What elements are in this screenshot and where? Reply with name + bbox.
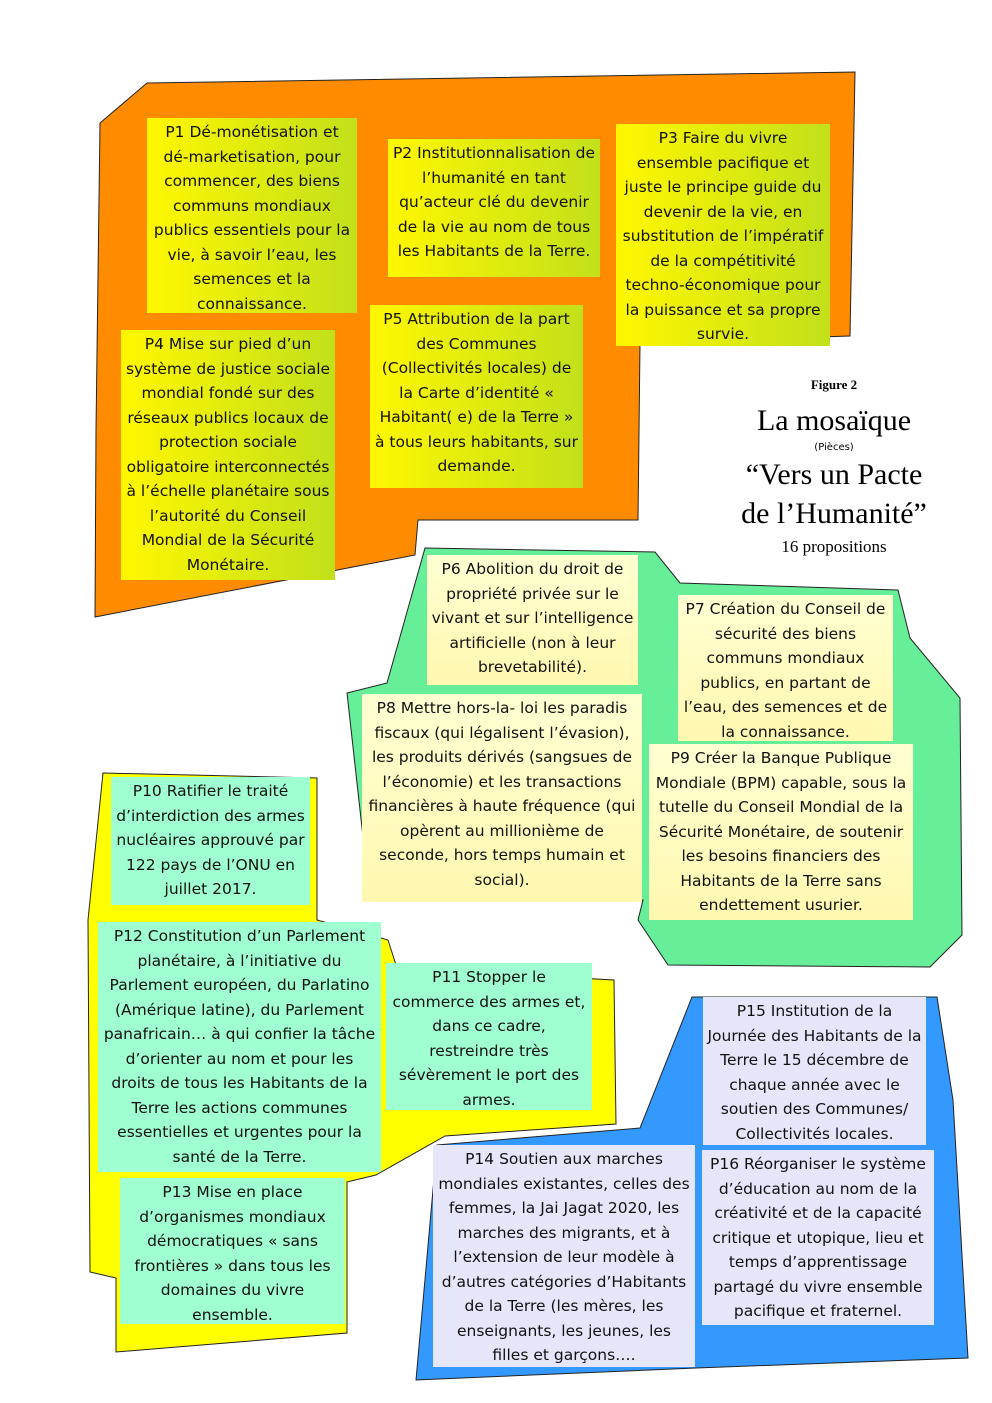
proposition-p5: P5 Attribution de la part des Communes (Collectivités locales) de la Carte d’identité « Habitant( e) de la Terre » à tous leurs habitants, sur demande.: [370, 305, 583, 488]
heading-line-2: de l’Humanité”: [741, 497, 927, 530]
proposition-p3: P3 Faire du vivre ensemble pacifique et juste le principe guide du devenir de la vie, en substitution de l’impératif de la compétitivité techno-économique pour la puissance et sa propre survie.: [616, 124, 830, 346]
proposition-p2: P2 Institutionnalisation de l’humanité en tant qu’acteur clé du devenir de la vie au nom de tous les Habitants de la Terre.: [388, 139, 600, 277]
figure-subtitle: (Pièces): [814, 442, 854, 453]
proposition-p7: P7 Création du Conseil de sécurité des biens communs mondiaux publics, en partant de l’eau, des semences et de la connaissance.: [678, 595, 893, 741]
proposition-p14: P14 Soutien aux marches mondiales existantes, celles des femmes, la Jai Jagat 2020, les marches des migrants, et à l’extension de leur modèle à d’autres catégories d’Habitants de la Terre (les mères, les enseignants, les jeunes, les filles et garçons….: [433, 1145, 695, 1367]
proposition-p13: P13 Mise en place d’organismes mondiaux démocratiques « sans frontières » dans tous les domaines du vivre ensemble.: [120, 1178, 345, 1324]
proposition-p15: P15 Institution de la Journée des Habitants de la Terre le 15 décembre de chaque année avec le soutien des Communes/ Collectivités locales.: [703, 997, 926, 1145]
heading-line-1: “Vers un Pacte: [745, 458, 923, 491]
proposition-p1: P1 Dé-monétisation et dé-marketisation, pour commencer, des biens communs mondiaux publics essentiels pour la vie, à savoir l’eau, les semences et la connaissance.: [147, 118, 357, 313]
proposition-p6: P6 Abolition du droit de propriété privée sur le vivant et sur l’intelligence artificielle (non à leur brevetabilité).: [427, 555, 638, 685]
proposition-p4: P4 Mise sur pied d’un système de justice sociale mondial fondé sur des réseaux publics locaux de protection sociale obligatoire interconnectés à l’échelle planétaire sous l’autorité du Conseil Mondial de la Sécurité Monétaire.: [121, 330, 335, 580]
proposition-count: 16 propositions: [781, 537, 887, 556]
proposition-p11: P11 Stopper le commerce des armes et, dans ce cadre, restreindre très sévèrement le port des armes.: [386, 963, 592, 1110]
proposition-p16: P16 Réorganiser le système d’éducation au nom de la créativité et de la capacité critique et utopique, lieu et temps d’apprentissage partagé du vivre ensemble pacifique et fraternel.: [702, 1150, 934, 1325]
proposition-p9: P9 Créer la Banque Publique Mondiale (BPM) capable, sous la tutelle du Conseil Mondial de la Sécurité Monétaire, de soutenir les besoins financiers des Habitants de la Terre sans endettement usurier.: [649, 744, 913, 920]
proposition-p8: P8 Mettre hors-la- loi les paradis fiscaux (qui légalisent l’évasion), les produits dérivés (sangsues de l’économie) et les transactions financières à haute fréquence (qui opèrent au millionième de seconde, hors temps humain et social).: [362, 694, 642, 902]
figure-title: La mosaïque: [756, 404, 912, 437]
proposition-p12: P12 Constitution d’un Parlement planétaire, à l’initiative du Parlement européen, du Parlatino (Amérique latine), du Parlement panafricain… à qui confier la tâche d’orienter au nom et pour les droits de tous les Habitants de la Terre les actions communes essentielles et urgentes pour la santé de la Terre.: [98, 922, 381, 1172]
figure-label: Figure 2: [810, 377, 858, 392]
proposition-p10: P10 Ratifier le traité d’interdiction des armes nucléaires approuvé par 122 pays de l’ONU en juillet 2017.: [111, 777, 310, 905]
